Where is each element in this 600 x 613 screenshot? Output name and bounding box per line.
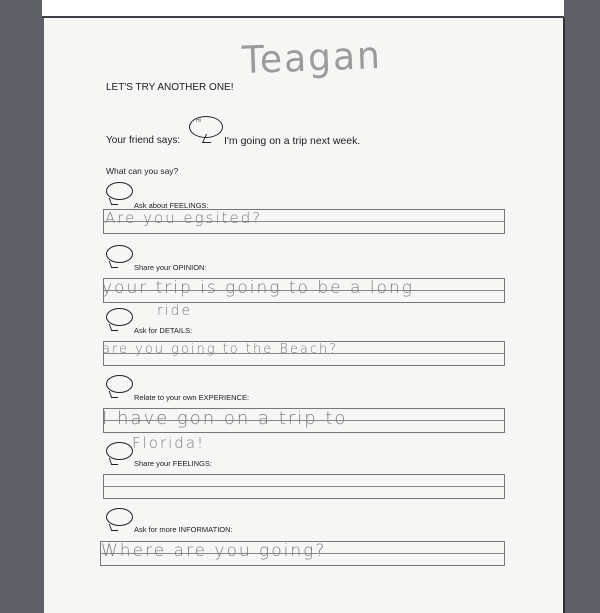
handwritten-answer: Are you egsited? [105,209,263,227]
section-prompt: Ask about FEELINGS: [134,201,209,210]
answer-box [103,474,505,499]
speech-bubble-icon [106,245,133,263]
viewer-top-bar [42,0,564,16]
handwritten-answer: are you going to the Beach? [102,342,339,357]
section-prompt: Share your FEELINGS: [134,459,212,468]
section-prompt: Share your OPINION: [134,263,207,272]
friend-bubble-text: Hi [196,118,201,124]
speech-bubble-icon [106,442,133,460]
section-prompt: Relate to your own EXPERIENCE: [134,393,250,402]
handwritten-answer: your trip is going to be a long [102,278,414,298]
worksheet-title: LET'S TRY ANOTHER ONE! [106,82,234,93]
speech-bubble-icon [106,308,133,326]
section-prompt: Ask for DETAILS: [134,326,193,335]
handwritten-answer-continued: Florida! [132,434,206,452]
section-prompt: Ask for more INFORMATION: [134,525,233,534]
handwritten-answer: I have gon on a trip to [102,408,348,429]
question-text: What can you say? [106,166,179,176]
friend-statement: I'm going on a trip next week. [224,135,361,147]
page-edge-shadow [563,18,565,613]
friend-prompt-label: Your friend says: [106,135,181,146]
worksheet-page [44,18,564,613]
handwritten-answer-continued: ride [157,303,193,319]
speech-bubble-icon [106,182,133,200]
speech-bubble-icon [106,375,133,393]
handwritten-answer: Where are you going? [101,541,327,561]
student-name-handwritten: Teagan [241,34,383,83]
speech-bubble-icon [106,508,133,526]
